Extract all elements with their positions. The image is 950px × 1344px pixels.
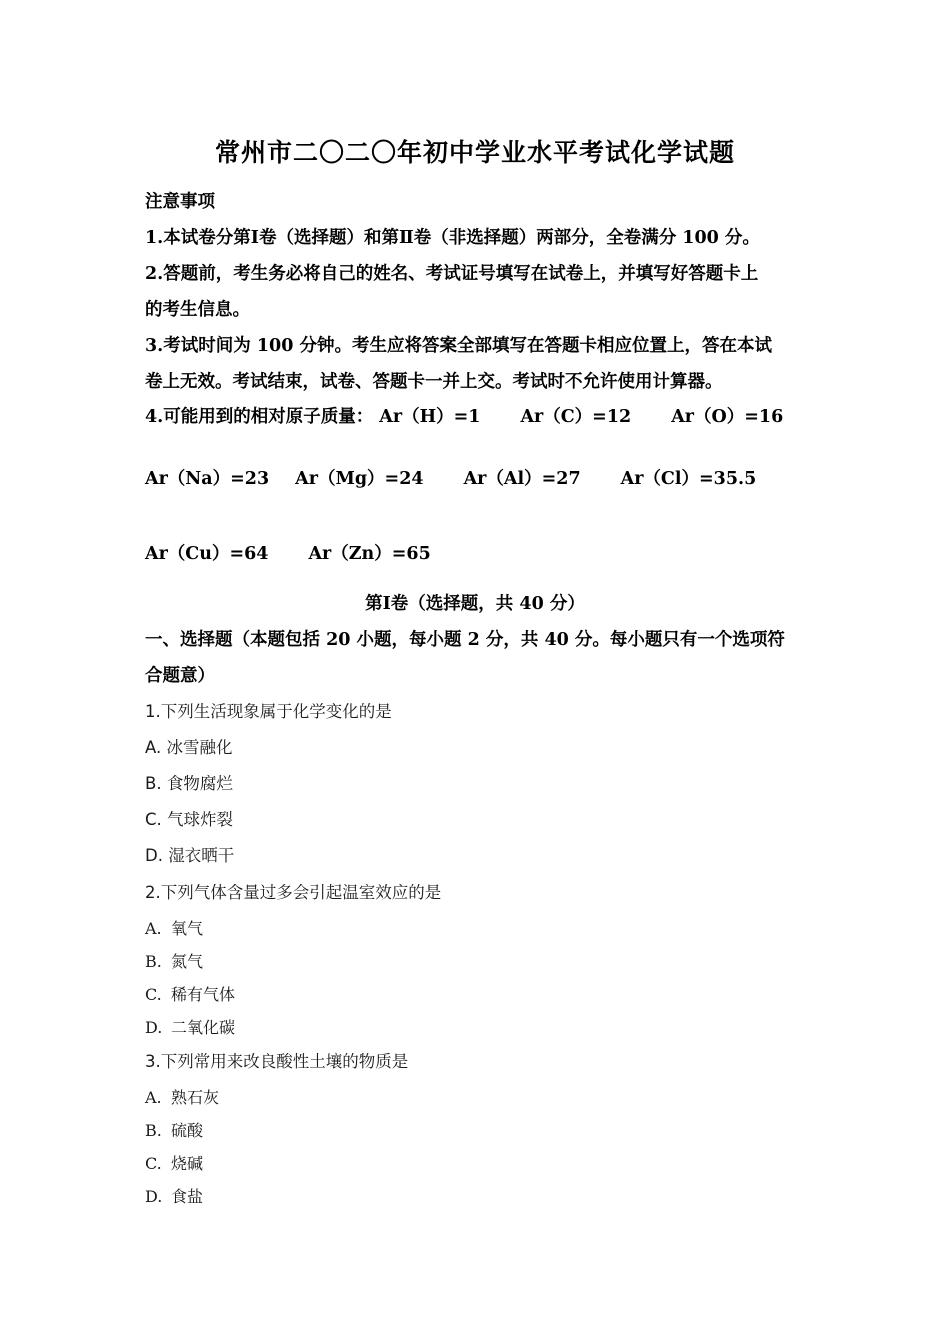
question-2-option-c: C. 稀有气体 (145, 985, 236, 1004)
notice-item-1: 1.本试卷分第Ⅰ卷（选择题）和第Ⅱ卷（非选择题）两部分，全卷满分 100 分。 (145, 228, 760, 248)
exam-title: 常州市二〇二〇年初中学业水平考试化学试题 (214, 138, 735, 167)
notice-item-3-line-1: 3.考试时间为 100 分钟。考生应将答案全部填写在答题卡相应位置上，答在本试 (145, 336, 772, 356)
question-3-stem: 3.下列常用来改良酸性土壤的物质是 (145, 1052, 409, 1071)
question-3-option-c: C. 烧碱 (145, 1154, 204, 1173)
atomic-mass-cu: Ar（Cu）=64 (145, 544, 269, 564)
question-1-option-b: B. 食物腐烂 (145, 774, 233, 793)
section-heading: 第Ⅰ卷（选择题，共 40 分） (365, 594, 585, 614)
part-instructions-line-2: 合题意） (145, 666, 215, 686)
question-2-option-b: B. 氮气 (145, 952, 204, 971)
question-1-option-c: C. 气球炸裂 (145, 810, 234, 829)
question-3-option-d: D. 食盐 (145, 1187, 204, 1206)
question-3-option-b: B. 硫酸 (145, 1121, 204, 1140)
question-1-option-a: A. 冰雪融化 (145, 738, 233, 757)
question-3-option-a: A. 熟石灰 (145, 1088, 220, 1107)
atomic-mass-na: Ar（Na）=23 (145, 469, 270, 489)
question-1-stem: 1.下列生活现象属于化学变化的是 (145, 702, 392, 721)
notice-item-2-line-1: 2.答题前，考生务必将自己的姓名、考试证号填写在试卷上，并填写好答题卡上 (145, 264, 759, 284)
atomic-mass-mg: Ar（Mg）=24 (295, 469, 424, 489)
part-instructions-line-1: 一、选择题（本题包括 20 小题，每小题 2 分，共 40 分。每小题只有一个选项符 (145, 630, 785, 650)
notice-heading: 注意事项 (145, 192, 215, 212)
atomic-mass-row-1 (145, 403, 783, 428)
atomic-mass-row-2 (145, 465, 756, 490)
atomic-mass-label: 4.可能用到的相对原子质量： (145, 407, 374, 427)
notice-item-2-line-2: 的考生信息。 (145, 300, 250, 320)
atomic-mass-o: Ar（O）=16 (671, 407, 784, 427)
atomic-mass-h: Ar（H）=1 (379, 407, 481, 427)
atomic-mass-zn: Ar（Zn）=65 (308, 544, 431, 564)
question-2-option-d: D. 二氧化碳 (145, 1018, 236, 1037)
atomic-mass-cl: Ar（Cl）=35.5 (620, 469, 757, 489)
atomic-mass-al: Ar（Al）=27 (463, 469, 581, 489)
question-1-option-d: D. 湿衣晒干 (145, 846, 235, 865)
question-2-option-a: A. 氧气 (145, 919, 204, 938)
atomic-mass-c: Ar（C）=12 (520, 407, 632, 427)
atomic-mass-row-3 (145, 540, 431, 565)
notice-item-3-line-2: 卷上无效。考试结束，试卷、答题卡一并上交。考试时不允许使用计算器。 (145, 372, 723, 392)
question-2-stem: 2.下列气体含量过多会引起温室效应的是 (145, 883, 442, 902)
